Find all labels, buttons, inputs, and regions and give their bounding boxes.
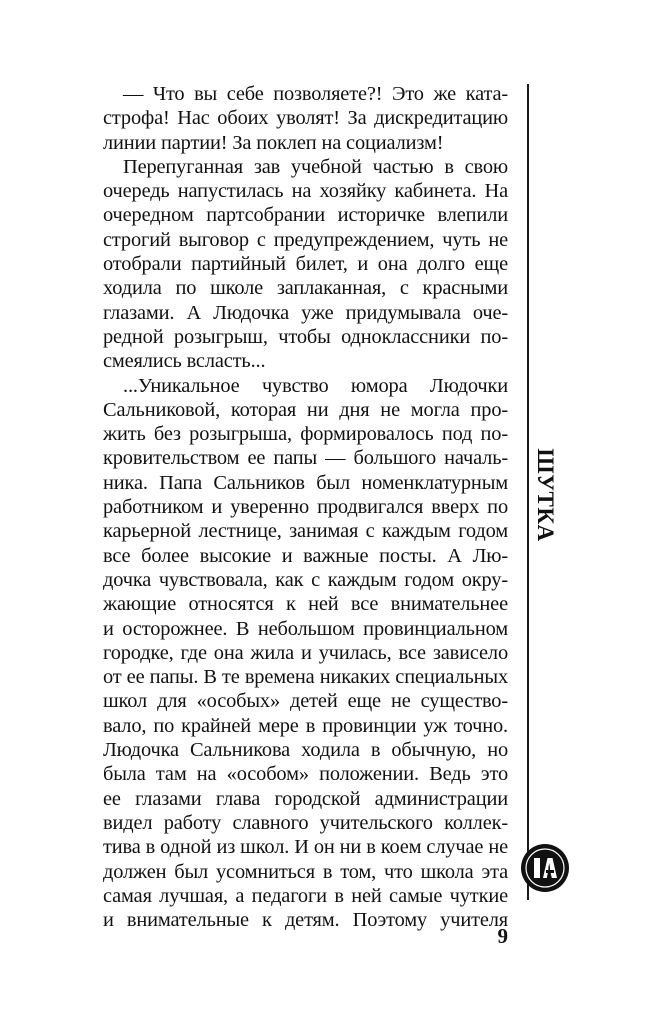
text-line: Сальниковой, которая ни дня не могла про- [103, 398, 508, 421]
text-line: жить без розыгрыша, формировалось под по- [103, 423, 508, 446]
text-line: самая лучшая, а педагоги в ней самые чуткие [103, 884, 508, 907]
text-line: должен был усомниться в том, что школа эта [103, 860, 508, 883]
text-line: от ее папы. В те времена никаких специальных [103, 666, 508, 689]
text-line: ника. Папа Сальников был номенклатурным [103, 471, 508, 494]
text-line: все более высокие и важные посты. А Лю- [103, 544, 508, 567]
text-line: Перепуганная зав учебной частью в свою [123, 155, 508, 178]
text-line: линии партии! За поклеп на социализм! [103, 131, 444, 154]
text-line: кровительством ее папы — большого началь- [103, 447, 508, 470]
text-line: — Что вы себе позволяете?! Это же ката- [123, 83, 508, 105]
text-line: дочка чувствовала, как с каждым годом окру- [103, 568, 508, 591]
text-line: отобрали партийный билет, и она долго еще [103, 253, 508, 276]
text-line: ходила по школе заплаканная, с красными [103, 277, 508, 300]
text-line: городке, где она жила и училась, все зависело [103, 641, 508, 664]
text-line: ...Уникальное чувство юмора Людочки [123, 374, 508, 397]
text-line: и внимательные к детям. Поэтому учителя [103, 909, 508, 932]
text-line: была там на «особом» положении. Ведь это [103, 763, 508, 786]
text-line: смеялись всласть... [103, 350, 266, 373]
text-line: глазами. А Людочка уже придумывала оче- [103, 301, 508, 324]
text-line: ее глазами глава городской администрации [103, 787, 508, 810]
publisher-logo-glyph [521, 844, 569, 892]
text-line: очередь напустилась на хозяйку кабинета. На [103, 180, 508, 203]
text-line: Людочка Сальникова ходила в обычную, но [103, 739, 508, 762]
running-head-label: ШУТКА [533, 448, 558, 542]
text-line: вало, по крайней мере в провинции уж точно. [103, 714, 508, 737]
text-line: и осторожнее. В небольшом провинциальном [103, 617, 508, 640]
body-text [103, 82, 508, 932]
text-line: жающие относятся к ней все внимательнее [103, 593, 508, 616]
page-number: 9 [497, 924, 508, 948]
text-line: строгий выговор с предупреждением, чуть не [103, 228, 508, 251]
running-head [530, 448, 560, 542]
vertical-rule [527, 84, 529, 900]
publisher-logo-icon [521, 844, 569, 892]
text-line: тива в одной из школ. И он ни в коем случае не [103, 836, 508, 859]
text-line: карьерной лестнице, занимая с каждым годом [103, 520, 508, 543]
text-line: редной розыгрыш, чтобы одноклассники по- [103, 325, 508, 348]
text-line: видел работу славного учительского коллек- [103, 811, 508, 834]
text-line: строфа! Нас обоих уволят! За дискредитацию [103, 107, 508, 130]
text-line: школ для «особых» детей еще не существо- [103, 690, 508, 713]
text-line: работником и уверенно продвигался вверх по [103, 496, 508, 519]
text-line: очередном партсобрании историчке влепили [103, 204, 508, 227]
